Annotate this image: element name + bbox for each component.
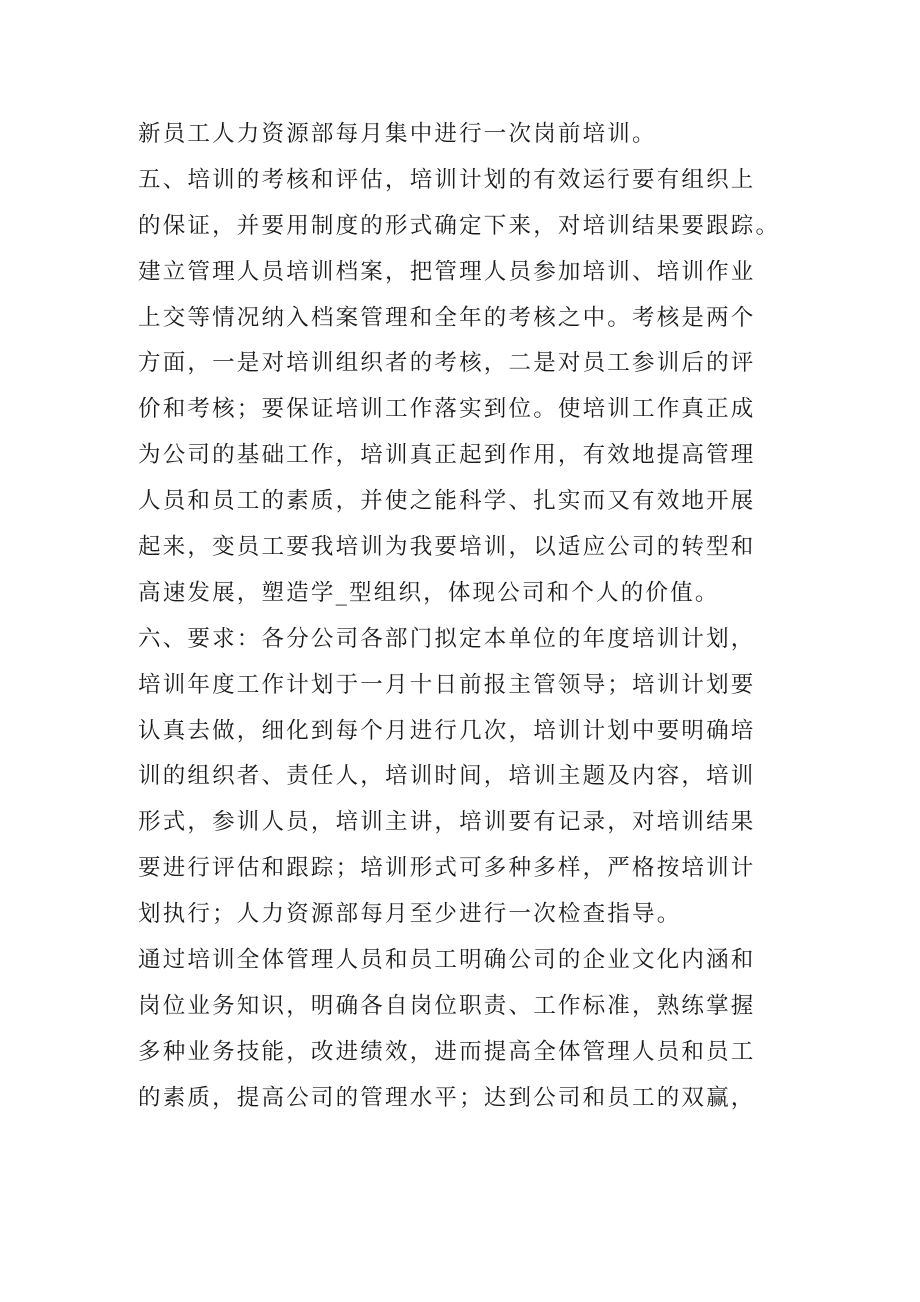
text-line: 的保证，并要用制度的形式确定下来，对培训结果要跟踪。 <box>138 212 781 239</box>
text-line: 五、培训的考核和评估，培训计划的有效运行要有组织上 <box>138 166 756 193</box>
document-body <box>138 112 781 1122</box>
text-line: 形式，参训人员，培训主讲，培训要有记录，对培训结果 <box>138 809 756 836</box>
text-line: 多种业务技能，改进绩效，进而提高全体管理人员和员工 <box>138 1038 756 1065</box>
text-line: 培训年度工作计划于一月十日前报主管领导；培训计划要 <box>138 671 756 698</box>
text-line: 为公司的基础工作，培训真正起到作用，有效地提高管理 <box>138 442 756 469</box>
text-line: 岗位业务知识，明确各自岗位职责、工作标准，熟练掌握 <box>138 992 756 1019</box>
text-line: 方面，一是对培训组织者的考核，二是对员工参训后的评 <box>138 350 756 377</box>
text-line: 价和考核；要保证培训工作落实到位。使培训工作真正成 <box>138 396 756 423</box>
text-line: 起来，变员工要我培训为我要培训，以适应公司的转型和 <box>138 534 756 561</box>
text-line: 人员和员工的素质，并使之能科学、扎实而又有效地开展 <box>138 488 756 515</box>
text-line: 建立管理人员培训档案，把管理人员参加培训、培训作业 <box>138 258 756 285</box>
text-line: 高速发展，塑造学_型组织，体现公司和个人的价值。 <box>138 579 720 606</box>
text-line: 六、要求：各分公司各部门拟定本单位的年度培训计划， <box>138 625 756 652</box>
text-line: 要进行评估和跟踪；培训形式可多种多样，严格按培训计 <box>138 855 756 882</box>
text-line: 上交等情况纳入档案管理和全年的考核之中。考核是两个 <box>138 304 756 331</box>
text-line: 的素质，提高公司的管理水平；达到公司和员工的双赢， <box>138 1084 756 1111</box>
text-line: 新员工人力资源部每月集中进行一次岗前培训。 <box>138 121 657 147</box>
text-line: 认真去做，细化到每个月进行几次，培训计划中要明确培 <box>138 717 756 744</box>
text-line: 通过培训全体管理人员和员工明确公司的企业文化内涵和 <box>138 947 756 974</box>
text-line: 划执行；人力资源部每月至少进行一次检查指导。 <box>138 901 682 928</box>
text-line: 训的组织者、责任人，培训时间，培训主题及内容，培训 <box>138 763 756 790</box>
